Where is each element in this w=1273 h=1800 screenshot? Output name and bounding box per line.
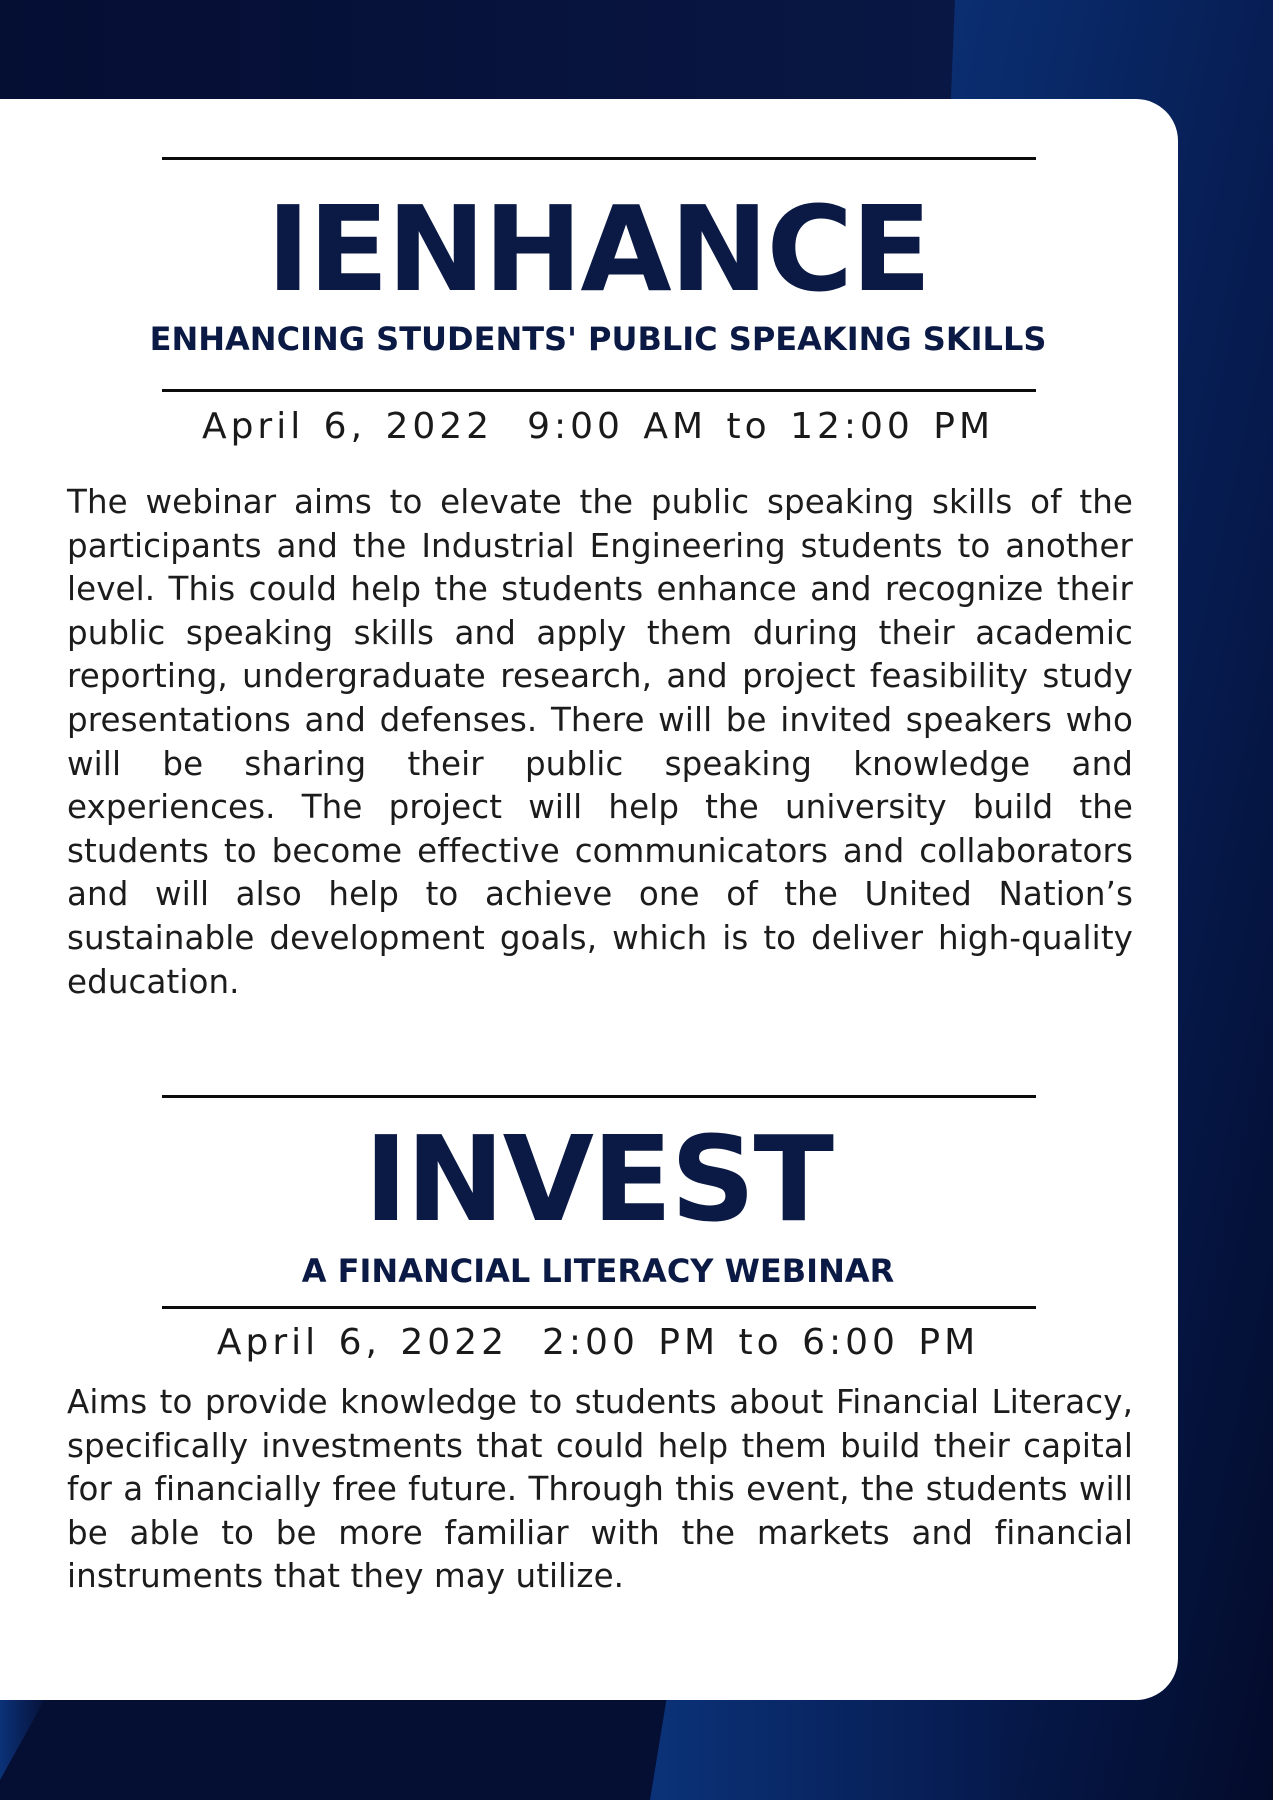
divider-line [162, 1306, 1036, 1309]
event-datetime [0, 406, 1196, 447]
divider-line [162, 157, 1036, 160]
event-time: 9:00 AM to 12:00 PM [527, 406, 995, 447]
event-subtitle: ENHANCING STUDENTS' PUBLIC SPEAKING SKILLS [149, 320, 1047, 358]
divider-line [162, 389, 1036, 392]
event-time: 2:00 PM to 6:00 PM [542, 1322, 980, 1363]
divider-line [162, 1095, 1036, 1098]
event-subtitle: A FINANCIAL LITERACY WEBINAR [301, 1252, 895, 1290]
event-description: The webinar aims to elevate the public speaking skills of the participants and the Industrial Engineering students to another level. This could help the students enhance and recognize their public speaking skills and apply them during their academic reporting, undergraduate research, and project feasibility study presentations and defenses. There will be invited speakers who will be sharing their public speaking knowledge and experiences. The project will help the university build the students to become effective communicators and collaborators and will also help to achieve one of the United Nation’s sustainable development goals, which is to deliver high-quality education. [67, 483, 1133, 1001]
event-title: IENHANCE [266, 180, 930, 318]
event-datetime [0, 1322, 1196, 1363]
event-description: Aims to provide knowledge to students about Financial Literacy, specifically investments that could help them build their capital for a financially free future. Through this event, the students will be able to be more familiar with the markets and financial instruments that they may utilize. [67, 1383, 1133, 1596]
event-date: April 6, 2022 [201, 406, 494, 447]
event-date: April 6, 2022 [216, 1322, 508, 1363]
event-title: INVEST [363, 1110, 833, 1248]
